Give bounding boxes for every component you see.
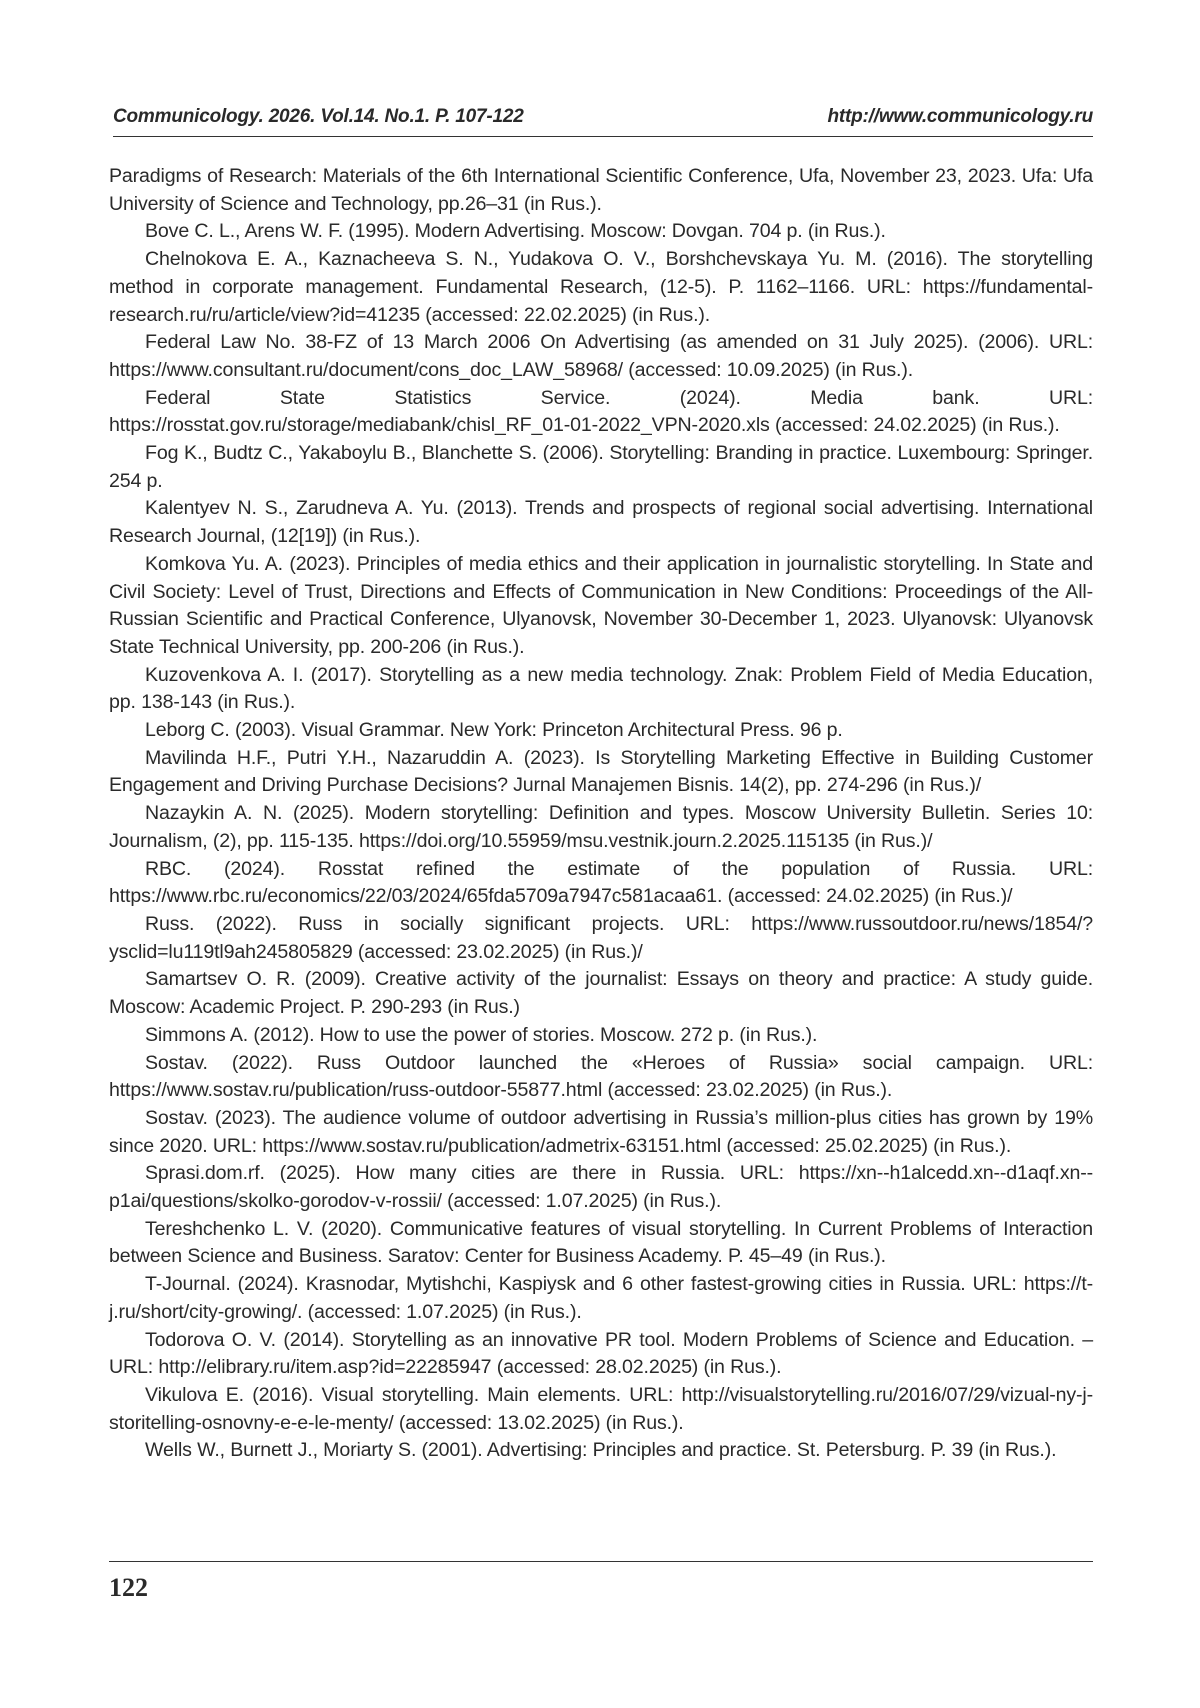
reference-entry: Simmons A. (2012). How to use the power of stories. Moscow. 272 p. (in Rus.). xyxy=(145,1023,818,1046)
reference-entry: Fog K., Budtz C., Yakaboylu B., Blanchette S. (2006). Storytelling: Branding in practice. Luxembourg: Springer. 254 p. xyxy=(109,442,1093,492)
reference-entry: Federal Law No. 38-FZ of 13 March 2006 On Advertising (as amended on 31 July 2025). (2006). URL: https://www.consultant.ru/document/cons_doc_LAW_58968/ (accessed: 10.09.2025) (in Rus.). xyxy=(109,331,1093,381)
reference-entry: Federal State Statistics Service. (2024). Media bank. URL: https://rosstat.gov.ru/storage/mediabank/chisl_RF_01-01-2022_VPN-2020.xls (accessed: 24.02.2025) (in Rus.). xyxy=(109,386,1093,437)
reference-entry: Wells W., Burnett J., Moriarty S. (2001). Advertising: Principles and practice. St. Petersburg. P. 39 (in Rus.). xyxy=(145,1439,1057,1462)
reference-entry: Samartsev O. R. (2009). Creative activity of the journalist: Essays on theory and practice: A study guide. Moscow: Academic Project. P. 290-293 (in Rus.) xyxy=(109,968,1093,1019)
running-header xyxy=(113,106,1093,137)
reference-entry: Kalentyev N. S., Zarudneva A. Yu. (2013). Trends and prospects of regional social advertising. International Research Journal, (12[19]) (in Rus.). xyxy=(109,497,1093,548)
page-number: 122 xyxy=(109,1573,148,1602)
reference-entry: Nazaykin A. N. (2025). Modern storytelling: Definition and types. Moscow University Bulletin. Series 10: Journalism, (2), pp. 115-135. https://doi.org/10.55959/msu.vestnik.journ.2.2025.115135 (in Rus.)/ xyxy=(109,802,1093,852)
reference-entry: Tereshchenko L. V. (2020). Communicative features of visual storytelling. In Current Problems of Interaction between Science and Business. Saratov: Center for Business Academy. P. 45–49 (in Rus.). xyxy=(109,1217,1093,1268)
reference-list xyxy=(109,163,1093,1465)
reference-entry: Sostav. (2023). The audience volume of outdoor advertising in Russia’s million-plus cities has grown by 19% since 2020. URL: https://www.sostav.ru/publication/admetrix-63151.html (accessed: 25.02.2025) (in Rus.). xyxy=(109,1106,1093,1157)
footer-divider xyxy=(109,1561,1093,1562)
reference-entry: Komkova Yu. A. (2023). Principles of media ethics and their application in journalistic storytelling. In State and Civil Society: Level of Trust, Directions and Effects of Communication in New Conditions: Proceedings of the All-Russian Scientific and Practical Conference, Ulyanovsk, November 30-December 1, 2023. Ulyanovsk: Ulyanovsk State Technical University, pp. 200-206 (in Rus.). xyxy=(109,552,1093,658)
reference-entry: T-Journal. (2024). Krasnodar, Mytishchi, Kaspiysk and 6 other fastest-growing cities in Russia. URL: https://t-j.ru/short/city-growing/. (accessed: 1.07.2025) (in Rus.). xyxy=(109,1273,1093,1323)
journal-citation: Communicology. 2026. Vol.14. No.1. P. 107-122 xyxy=(113,106,524,127)
reference-entry: Mavilinda H.F., Putri Y.H., Nazaruddin A. (2023). Is Storytelling Marketing Effective in Building Customer Engagement and Driving Purchase Decisions? Jurnal Manajemen Bisnis. 14(2), pp. 274-296 (in Rus.)/ xyxy=(109,746,1093,797)
journal-url[interactable]: http://www.communicology.ru xyxy=(827,106,1093,127)
reference-entry: Todorova O. V. (2014). Storytelling as an innovative PR tool. Modern Problems of Science and Education. – URL: http://elibrary.ru/item.asp?id=22285947 (accessed: 28.02.2025) (in Rus.). xyxy=(109,1328,1093,1379)
reference-entry: RBC. (2024). Rosstat refined the estimate of the population of Russia. URL: https://www.rbc.ru/economics/22/03/2024/65fda5709a7947c581acaa61. (accessed: 24.02.2025) (in Rus.)/ xyxy=(109,857,1093,908)
reference-entry: Russ. (2022). Russ in socially significant projects. URL: https://www.russoutdoor.ru/news/1854/?ysclid=lu119tl9ah245805829 (accessed: 23.02.2025) (in Rus.)/ xyxy=(109,912,1093,963)
reference-entry: Sprasi.dom.rf. (2025). How many cities are there in Russia. URL: https://xn--h1alcedd.xn--d1aqf.xn--p1ai/questions/skolko-gorodov-v-rossii/ (accessed: 1.07.2025) (in Rus.). xyxy=(109,1162,1093,1213)
reference-entry: Bove C. L., Arens W. F. (1995). Modern Advertising. Moscow: Dovgan. 704 p. (in Rus.). xyxy=(145,220,886,243)
reference-entry: Paradigms of Research: Materials of the 6th International Scientific Conference, Ufa, November 23, 2023. Ufa: Ufa University of Science and Technology, pp.26–31 (in Rus.). xyxy=(109,165,1093,215)
reference-entry: Chelnokova E. A., Kaznacheeva S. N., Yudakova O. V., Borshchevskaya Yu. M. (2016). The storytelling method in corporate management. Fundamental Research, (12-5). P. 1162–1166. URL: https://fundamental-research.ru/ru/article/view?id=41235 (accessed: 22.02.2025) (in Rus.). xyxy=(109,248,1093,326)
reference-entry: Sostav. (2022). Russ Outdoor launched the «Heroes of Russia» social campaign. URL: https://www.sostav.ru/publication/russ-outdoor-55877.html (accessed: 23.02.2025) (in Rus.). xyxy=(109,1051,1093,1102)
reference-entry: Kuzovenkova A. I. (2017). Storytelling as a new media technology. Znak: Problem Field of Media Education, pp. 138-143 (in Rus.). xyxy=(109,663,1093,714)
reference-entry: Vikulova E. (2016). Visual storytelling. Main elements. URL: http://visualstorytelling.ru/2016/07/29/vizual-ny-j-storitelling-osnovny-e-e-le-menty/ (accessed: 13.02.2025) (in Rus.). xyxy=(109,1383,1093,1434)
reference-entry: Leborg C. (2003). Visual Grammar. New York: Princeton Architectural Press. 96 p. xyxy=(145,719,843,742)
